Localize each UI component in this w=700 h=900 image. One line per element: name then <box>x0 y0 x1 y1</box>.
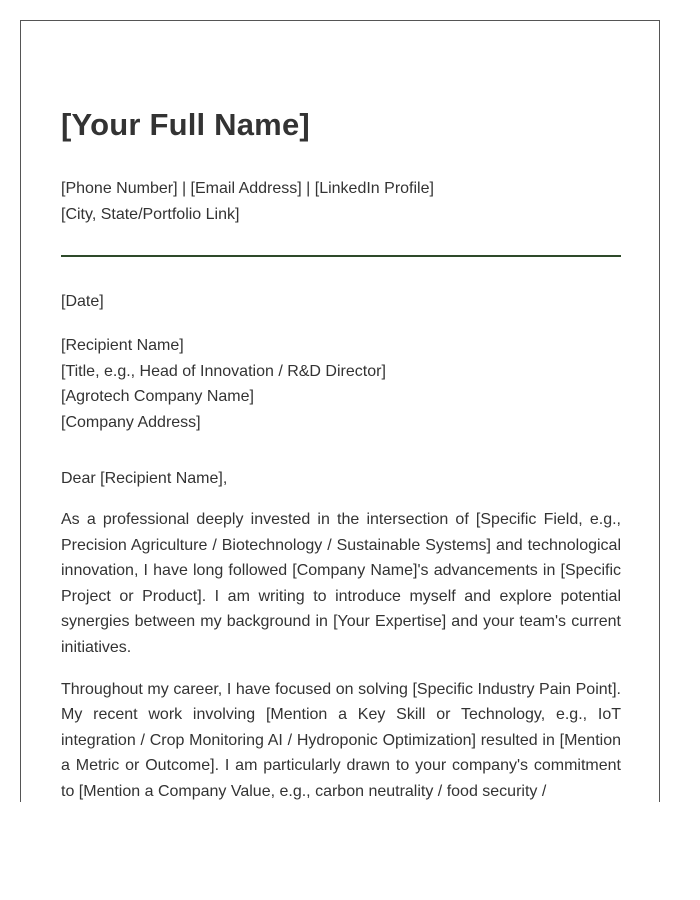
letter-date: [Date] <box>61 293 104 310</box>
body-paragraph-2: Throughout my career, I have focused on solving [Specific Industry Pain Point]. My recent work involving [Mention a Key Skill or Technology, e.g., IoT integration / Crop Monitoring AI / Hydroponic Optimization] resulted in [Mention a Metric or Outcome]. I am particularly drawn to your company's commitment to [Mention a Company Value, e.g., carbon neutrality / food security / <box>61 680 621 800</box>
recipient-name: [Recipient Name] <box>61 337 184 354</box>
contact-line-2: [City, State/Portfolio Link] <box>61 205 240 223</box>
salutation: Dear [Recipient Name], <box>61 470 228 487</box>
recipient-company: [Agrotech Company Name] <box>61 388 254 406</box>
recipient-address: [Company Address] <box>61 414 201 432</box>
recipient-title: [Title, e.g., Head of Innovation / R&D Director] <box>61 362 386 380</box>
sender-contact <box>61 176 434 227</box>
sender-name: [Your Full Name] <box>61 107 310 142</box>
recipient-block <box>61 333 386 436</box>
letter-body <box>61 507 621 802</box>
contact-line-1: [Phone Number] | [Email Address] | [LinkedIn Profile] <box>61 180 434 197</box>
body-paragraph-1: As a professional deeply invested in the intersection of [Specific Field, e.g., Precision Agriculture / Biotechnology / Sustainable Systems] and technological innovation, I have long followed [Company Name]'s advancements in [Specific Project or Product]. I am writing to introduce myself and explore potential synergies between my background in [Your Expertise] and your team's current initiatives. <box>61 511 621 656</box>
header-divider <box>61 255 621 257</box>
letter-page <box>20 20 660 802</box>
